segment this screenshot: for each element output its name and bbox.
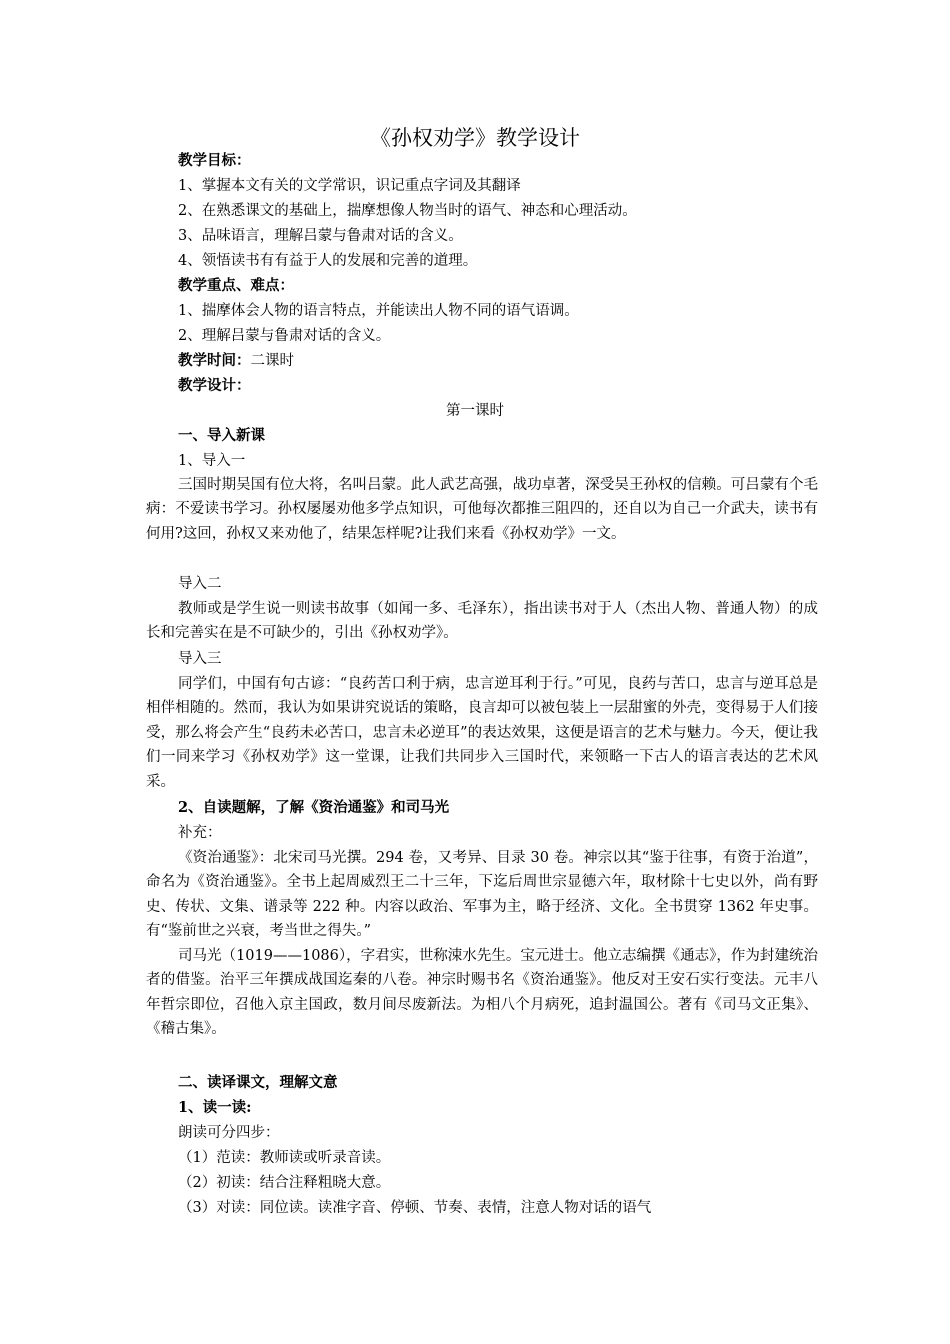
- read-step: （3）对读：同位读。读准字音、停顿、节奏、表情，注意人物对话的语气: [178, 1200, 652, 1216]
- read-subheading: 1、读一读:: [178, 1099, 252, 1116]
- section-2-heading: 2、自读题解，了解《资治通鉴》和司马光: [178, 799, 450, 816]
- document-title: 《孙权劝学》教学设计: [370, 126, 580, 150]
- goal-item: 3、品味语言，理解吕蒙与鲁肃对话的含义。: [178, 228, 463, 244]
- teaching-time-value: 二课时: [250, 353, 294, 369]
- intro1-label: 1、导入一: [178, 453, 246, 469]
- read-step: （1）范读：教师读或听录音读。: [178, 1150, 391, 1166]
- intro2-paragraph: 教师或是学生说一则读书故事（如闻一多、毛泽东），指出读书对于人（杰出人物、普通人物）的成长和完善实在是不可缺少的，引出《孙权劝学》。: [146, 601, 818, 642]
- goal-item: 2、在熟悉课文的基础上，揣摩想像人物当时的语气、神态和心理活动。: [178, 203, 637, 219]
- section-3-heading: 二、读译课文，理解文意: [178, 1074, 338, 1091]
- goals-heading: 教学目标：: [178, 152, 251, 169]
- teaching-time-label: 教学时间：: [178, 352, 251, 369]
- goal-item: 4、领悟读书有有益于人的发展和完善的道理。: [178, 253, 478, 269]
- intro1-paragraph: 三国时期吴国有位大将，名叫吕蒙。此人武艺高强，战功卓著，深受吴王孙权的信赖。可吕蒙有个毛病：不爱读书学习。孙权屡屡劝他多学点知识，可他每次都推三阻四的，还自以为自己一介武夫，读书有何用?这回，孙权又来劝他了，结果怎样呢?让我们来看《孙权劝学》一文。: [146, 477, 818, 542]
- zztj-paragraph: 《资治通鉴》：北宋司马光撰。294 卷，又考异、目录 30 卷。神宗以其“鉴于往事，有资于治道”，命名为《资治通鉴》。全书上起周威烈王二十三年，下迄后周世宗显德六年，取材除十七史以外，尚有野史、传状、文集、谱录等 222 种。内容以政治、军事为主，略于经济、文化。全书贯穿 1362 年史事。有“鉴前世之兴衰，考当世之得失。”: [146, 850, 818, 940]
- read-intro: 朗读可分四步：: [178, 1125, 280, 1141]
- teaching-time: [178, 351, 294, 371]
- intro3-label: 导入三: [178, 651, 222, 667]
- key-points-heading: 教学重点、难点：: [178, 277, 294, 294]
- key-point-item: 2、理解吕蒙与鲁肃对话的含义。: [178, 328, 391, 344]
- intro3-paragraph: 同学们，中国有句古谚：“良药苦口利于病，忠言逆耳利于行。”可见，良药与苦口，忠言与逆耳总是相伴相随的。然而，我认为如果讲究说话的策略，良言却可以被包装上一层甜蜜的外壳，变得易于人们接受，那么将会产生“良药未必苦口，忠言未必逆耳”的表达效果，这便是语言的艺术与魅力。今天，便让我们一同来学习《孙权劝学》这一堂课，让我们共同步入三国时代，来领略一下古人的语言表达的艺术风采。: [146, 676, 818, 790]
- supplement-label: 补充：: [178, 825, 222, 841]
- goal-item: 1、掌握本文有关的文学常识，识记重点字词及其翻译: [178, 178, 521, 194]
- lesson-heading: 第一课时: [446, 403, 504, 419]
- read-step: （2）初读：结合注释粗晓大意。: [178, 1175, 391, 1191]
- intro2-label: 导入二: [178, 576, 222, 592]
- design-heading: 教学设计：: [178, 377, 251, 394]
- simaguang-paragraph: 司马光（1019——1086），字君实，世称涑水先生。宝元进士。他立志编撰《通志》，作为封建统治者的借鉴。治平三年撰成战国迄秦的八卷。神宗时赐书名《资治通鉴》。他反对王安石实行变法。元丰八年哲宗即位，召他入京主国政，数月间尽废新法。为相八个月病死，追封温国公。著有《司马文正集》、《稽古集》。: [146, 948, 818, 1038]
- key-point-item: 1、揣摩体会人物的语言特点，并能读出人物不同的语气语调。: [178, 303, 579, 319]
- section-1-heading: 一、导入新课: [178, 427, 265, 444]
